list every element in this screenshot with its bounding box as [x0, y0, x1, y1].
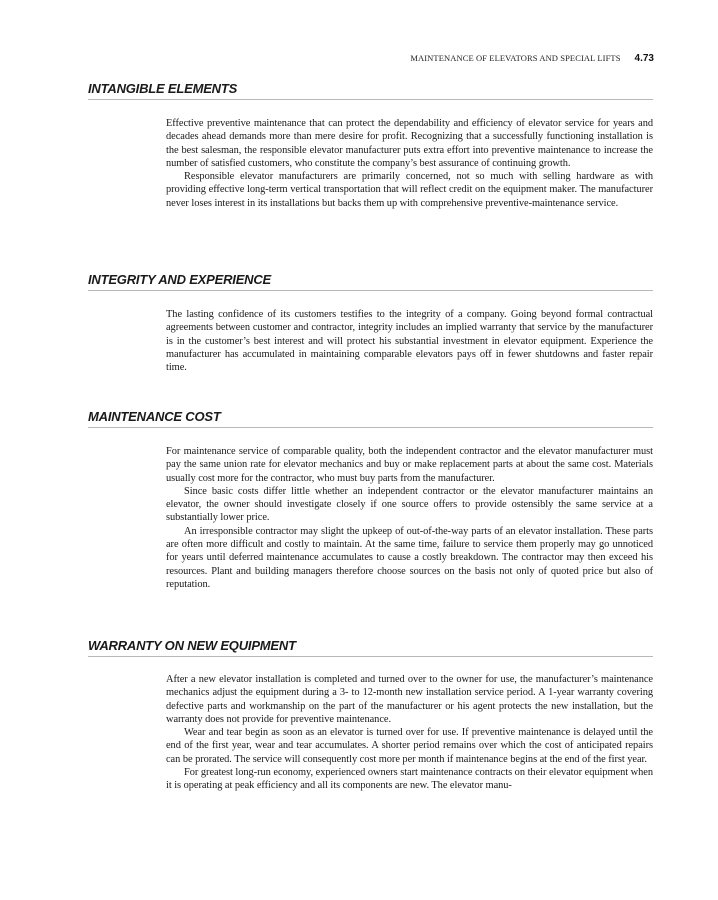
section-heading: MAINTENANCE COST [88, 409, 221, 424]
running-head-title: MAINTENANCE OF ELEVATORS AND SPECIAL LIFTS [410, 53, 621, 63]
paragraph: For greatest long-run economy, experienced owners start maintenance contracts on their elevator equipment when it is operating at peak efficiency and all its components are new. The elevator manu- [166, 767, 653, 792]
paragraph: After a new elevator installation is completed and turned over to the owner for use, the manufacturer’s maintenance mechanics adjust the equipment during a 3- to 12-month new installation service period. A 1-year warranty covering defective parts and workmanship on the part of the manufacturer or his agent protects the new installation, but the warranty does not provide for preventive maintenance. [166, 674, 653, 725]
section-divider [88, 99, 653, 100]
section-body [166, 673, 653, 793]
section-heading: WARRANTY ON NEW EQUIPMENT [88, 638, 296, 653]
section-body [166, 117, 653, 210]
section-warranty-on-new-equipment [88, 637, 653, 657]
running-head [410, 53, 654, 65]
paragraph: An irresponsible contractor may slight the upkeep of out-of-the-way parts of an elevator installation. These parts are often more difficult and costly to maintain. At the same time, failure to service them properly may go unnoticed for years until deferred maintenance accumulates to cause a costly breakdown. The contractor may then exceed his resources. Plant and building managers therefore choose sources on the basis not only of quoted price but also of reputation. [166, 525, 653, 590]
section-heading: INTEGRITY AND EXPERIENCE [88, 272, 272, 287]
section-body [166, 445, 653, 591]
section-maintenance-cost [88, 408, 653, 428]
page-number: 4.73 [634, 53, 654, 64]
section-heading: INTANGIBLE ELEMENTS [88, 81, 238, 96]
paragraph: Since basic costs differ little whether an independent contractor or the elevator manufacturer maintains an elevator, the owner should investigate closely if one source offers to provide ostensibly the same service at a substantially lower price. [166, 485, 653, 524]
paragraph: Wear and tear begin as soon as an elevator is turned over for use. If preventive maintenance is delayed until the end of the first year, wear and tear accumulates. A shorter period remains over which the cost of anticipated repairs can be prorated. The service will consequently cost more per month if maintenance begins at the end of the first year. [166, 727, 653, 765]
paragraph: Responsible elevator manufacturers are primarily concerned, not so much with selling hardware as with providing effective long-term vertical transportation that will reflect credit on the equipment maker. The manufacturer never loses interest in its installations but backs them up with comprehensive preventive-maintenance service. [166, 171, 653, 209]
section-divider [88, 290, 653, 291]
paragraph: The lasting confidence of its customers testifies to the integrity of a company. Going beyond formal contractual agreements between customer and contractor, integrity includes an implied warranty that service by the manufacturer is in the customer’s best interest and will protect his substantial investment in elevator equipment. Experience the manufacturer has accumulated in maintaining comparable elevators pays off in fewer shutdowns and faster repair time. [166, 309, 653, 374]
paragraph: Effective preventive maintenance that can protect the dependability and efficiency of elevator service for years and decades ahead demands more than mere desire for profit. Recognizing that a successfully functioning installation is the best salesman, the responsible elevator manufacturer puts extra effort into preventive maintenance to increase the number of satisfied customers, who constitute the company’s best assurance of continuing growth. [166, 118, 653, 169]
section-integrity-and-experience [88, 271, 653, 291]
section-body [166, 308, 653, 374]
section-intangible-elements [88, 80, 653, 100]
section-divider [88, 656, 653, 657]
section-divider [88, 427, 653, 428]
paragraph: For maintenance service of comparable quality, both the independent contractor and the elevator manufacturer must pay the same union rate for elevator mechanics and buy or make replacement parts at about the same cost. Materials usually cost more for the contractor, who must buy parts from the manufacturer. [166, 446, 653, 484]
